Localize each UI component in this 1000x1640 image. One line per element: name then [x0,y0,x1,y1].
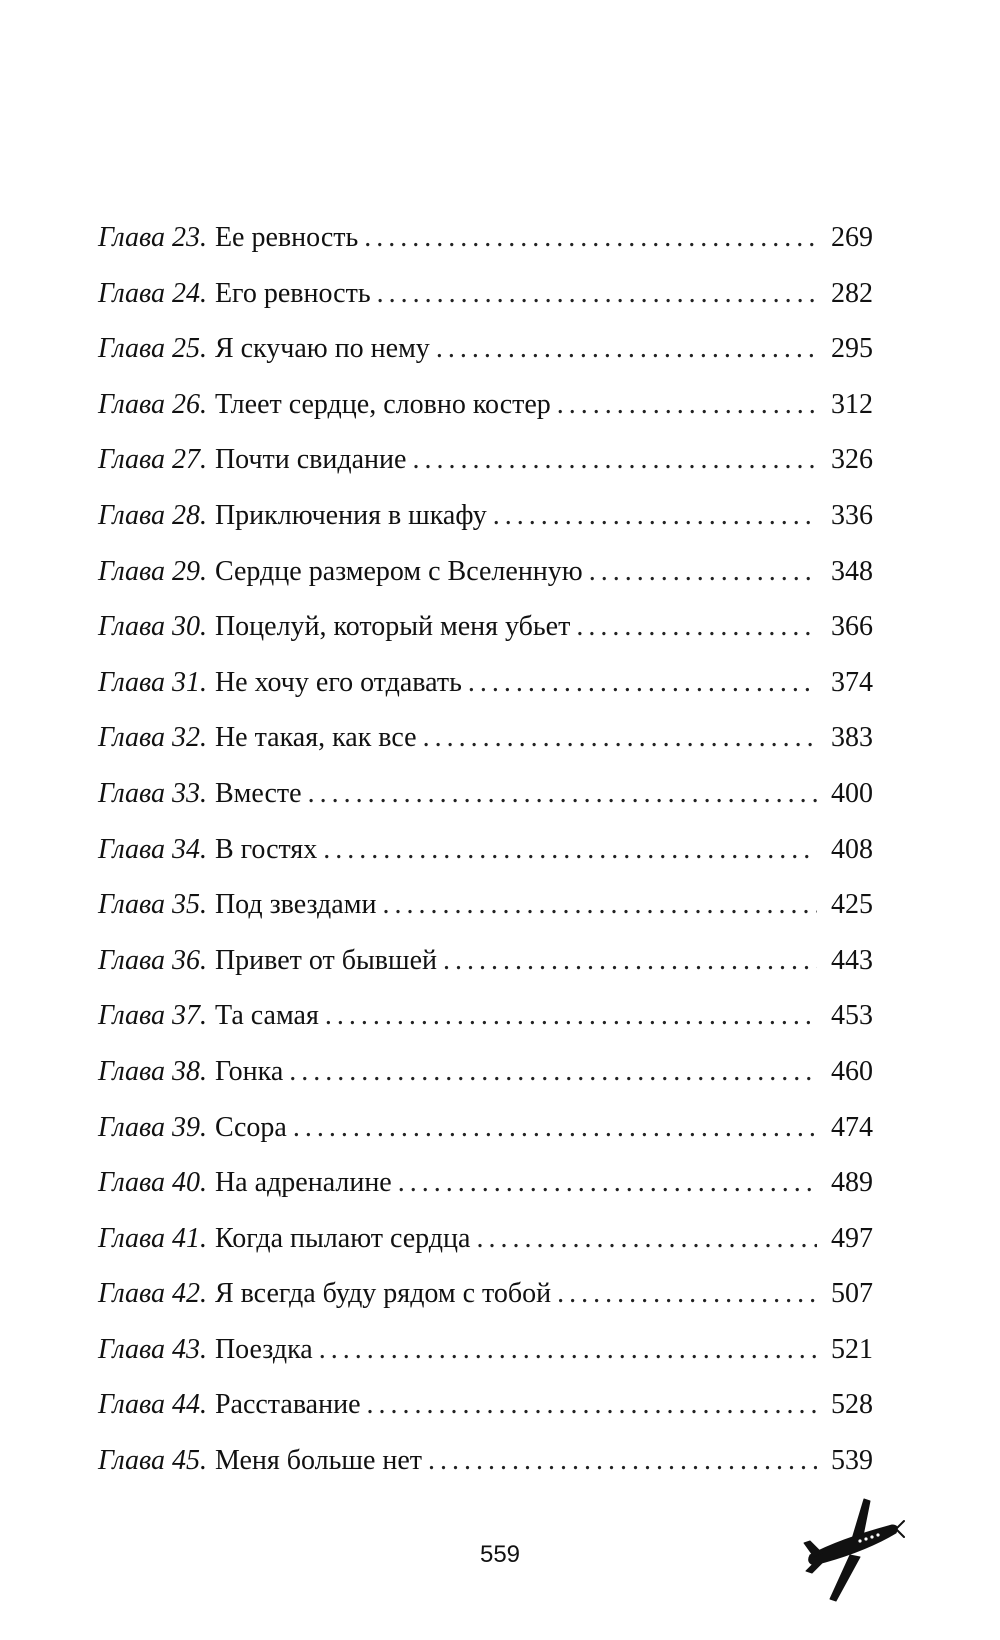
dot-leader [493,500,817,532]
dot-leader [367,1389,818,1421]
chapter-label: Глава 44. [98,1389,207,1421]
toc-entry[interactable] [98,834,873,890]
chapter-title: Я всегда буду рядом с тобой [214,1278,552,1310]
chapter-page-number: 539 [831,1445,873,1477]
chapter-label: Глава 34. [98,833,207,865]
chapter-page-number: 312 [831,388,873,420]
toc-entry[interactable] [98,389,873,445]
toc-entry[interactable] [98,222,873,278]
toc-entry[interactable] [98,1167,873,1223]
chapter-title: Его ревность [214,277,371,309]
dot-leader [398,1167,817,1199]
chapter-label: Глава 37. [98,1000,207,1032]
chapter-title: Ее ревность [214,222,359,253]
chapter-label: Глава 33. [98,777,207,809]
chapter-title: Гонка [214,1055,284,1087]
dot-leader [319,1334,817,1366]
chapter-label: Глава 23. [98,222,207,253]
chapter-label: Глава 25. [98,333,207,365]
chapter-title: Ссора [214,1111,287,1143]
chapter-title: Та самая [214,1000,319,1032]
toc-entry[interactable] [98,1334,873,1390]
chapter-label: Глава 39. [98,1111,207,1143]
chapter-page-number: 366 [831,611,873,643]
chapter-page-number: 425 [831,889,873,921]
toc-entry[interactable] [98,556,873,612]
chapter-title: Привет от бывшей [214,944,437,976]
chapter-page-number: 326 [831,444,873,476]
chapter-label: Глава 29. [98,555,207,587]
chapter-title: Тлеет сердце, словно костер [214,388,551,420]
chapter-label: Глава 30. [98,611,207,643]
chapter-label: Глава 27. [98,444,207,476]
dot-leader [468,667,817,699]
chapter-title: Поцелуй, который меня убьет [214,611,571,643]
dot-leader [289,1056,817,1088]
chapter-title: В гостях [214,833,318,865]
chapter-page-number: 528 [831,1389,873,1421]
dot-leader [308,778,817,810]
chapter-label: Глава 28. [98,499,207,531]
dot-leader [557,389,817,421]
chapter-title: Меня больше нет [214,1445,423,1477]
chapter-title: На адреналине [214,1167,392,1199]
chapter-title: Я скучаю по нему [214,333,430,365]
chapter-title: Поездка [214,1333,313,1365]
chapter-page-number: 282 [831,277,873,309]
dot-leader [557,1278,817,1310]
chapter-page-number: 507 [831,1278,873,1310]
dot-leader [377,278,817,310]
chapter-label: Глава 42. [98,1278,207,1310]
chapter-title: Вместе [214,777,302,809]
dot-leader [428,1445,817,1477]
toc-entry[interactable] [98,278,873,334]
toc-entry[interactable] [98,500,873,556]
dot-leader [443,945,817,977]
chapter-label: Глава 38. [98,1055,207,1087]
dot-leader [382,889,817,921]
chapter-page-number: 269 [831,222,873,253]
chapter-page-number: 521 [831,1333,873,1365]
chapter-title: Под звездами [214,889,377,921]
page-number: 559 [479,1541,521,1568]
chapter-label: Глава 45. [98,1445,207,1477]
toc-entry[interactable] [98,444,873,500]
chapter-page-number: 348 [831,555,873,587]
dot-leader [412,444,817,476]
chapter-label: Глава 43. [98,1333,207,1365]
chapter-page-number: 489 [831,1167,873,1199]
toc-entry[interactable] [98,1112,873,1168]
chapter-label: Глава 24. [98,277,207,309]
chapter-label: Глава 41. [98,1222,207,1254]
toc-entry[interactable] [98,1445,873,1501]
dot-leader [325,1000,817,1032]
dot-leader [323,834,817,866]
chapter-page-number: 497 [831,1222,873,1254]
chapter-title: Не хочу его отдавать [214,666,462,698]
airplane-icon [800,1495,910,1605]
chapter-title: Приключения в шкафу [214,499,487,531]
toc-entry[interactable] [98,667,873,723]
chapter-label: Глава 26. [98,388,207,420]
toc-entry[interactable] [98,1000,873,1056]
chapter-page-number: 408 [831,833,873,865]
chapter-page-number: 400 [831,777,873,809]
toc-entry[interactable] [98,945,873,1001]
chapter-page-number: 295 [831,333,873,365]
toc-entry[interactable] [98,1223,873,1279]
dot-leader [293,1112,817,1144]
chapter-title: Сердце размером с Вселенную [214,555,583,587]
dot-leader [476,1223,817,1255]
dot-leader [364,222,817,254]
toc-entry[interactable] [98,611,873,667]
toc-entry[interactable] [98,722,873,778]
chapter-title: Почти свидание [214,444,407,476]
toc-entry[interactable] [98,1278,873,1334]
dot-leader [423,722,817,754]
toc-entry[interactable] [98,889,873,945]
toc-entry[interactable] [98,333,873,389]
chapter-title: Когда пылают сердца [214,1222,471,1254]
chapter-title: Не такая, как все [214,722,417,754]
chapter-page-number: 460 [831,1055,873,1087]
table-of-contents [98,222,873,1501]
chapter-page-number: 383 [831,722,873,754]
chapter-label: Глава 40. [98,1167,207,1199]
chapter-page-number: 453 [831,1000,873,1032]
chapter-page-number: 336 [831,499,873,531]
dot-leader [436,333,817,365]
dot-leader [589,556,817,588]
chapter-page-number: 443 [831,944,873,976]
chapter-page-number: 474 [831,1111,873,1143]
toc-entry[interactable] [98,778,873,834]
chapter-title: Расставание [214,1389,361,1421]
chapter-label: Глава 36. [98,944,207,976]
chapter-page-number: 374 [831,666,873,698]
chapter-label: Глава 35. [98,889,207,921]
toc-entry[interactable] [98,1056,873,1112]
toc-entry[interactable] [98,1389,873,1445]
dot-leader [576,611,817,643]
chapter-label: Глава 31. [98,666,207,698]
chapter-label: Глава 32. [98,722,207,754]
